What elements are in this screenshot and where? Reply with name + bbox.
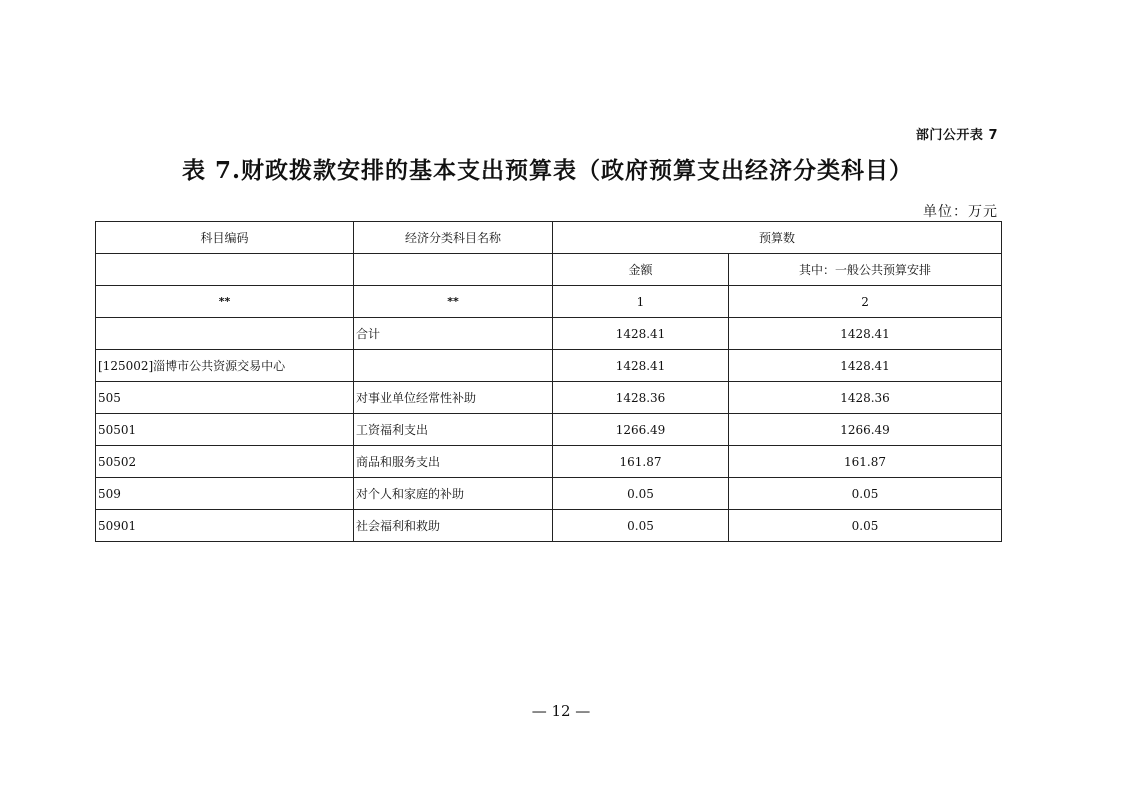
- cell-name: [354, 350, 553, 382]
- table-row: [96, 478, 1002, 510]
- table-row: [96, 446, 1002, 478]
- unit-label: 单位：万元: [923, 204, 998, 220]
- cell-amount: 1428.41: [553, 318, 729, 350]
- cell-code: 50502: [96, 446, 354, 478]
- cell-general: 1266.49: [729, 414, 1002, 446]
- header-col1: 1: [553, 286, 729, 318]
- cell-general: 1428.41: [729, 318, 1002, 350]
- cell-amount: 0.05: [553, 478, 729, 510]
- header-row-1: [96, 222, 1002, 254]
- table-row: [96, 382, 1002, 414]
- cell-amount: 1266.49: [553, 414, 729, 446]
- table-row: [96, 350, 1002, 382]
- cell-name: 对个人和家庭的补助: [354, 478, 553, 510]
- header-row-2: [96, 254, 1002, 286]
- cell-amount: 161.87: [553, 446, 729, 478]
- cell-code: [96, 318, 354, 350]
- header-general: 其中：一般公共预算安排: [729, 254, 1002, 286]
- table-tag: 部门公开表 7: [915, 128, 998, 143]
- cell-name: 社会福利和救助: [354, 510, 553, 542]
- cell-general: 161.87: [729, 446, 1002, 478]
- cell-name: 商品和服务支出: [354, 446, 553, 478]
- header-amount: 金额: [553, 254, 729, 286]
- header-name-mark: **: [354, 286, 553, 318]
- cell-code: 50501: [96, 414, 354, 446]
- cell-general: 1428.41: [729, 350, 1002, 382]
- budget-table: [95, 221, 1002, 542]
- cell-code: 509: [96, 478, 354, 510]
- table-row: [96, 414, 1002, 446]
- cell-general: 0.05: [729, 478, 1002, 510]
- cell-general: 1428.36: [729, 382, 1002, 414]
- cell-code: [125002]淄博市公共资源交易中心: [96, 350, 354, 382]
- page-number: — 12 —: [531, 702, 591, 720]
- header-name: 经济分类科目名称: [354, 222, 553, 254]
- header-col2: 2: [729, 286, 1002, 318]
- cell-name: 对事业单位经常性补助: [354, 382, 553, 414]
- header-name-blank: [354, 254, 553, 286]
- cell-amount: 0.05: [553, 510, 729, 542]
- table-row: [96, 510, 1002, 542]
- page-title: 表 7.财政拨款安排的基本支出预算表（政府预算支出经济分类科目）: [181, 157, 914, 184]
- cell-code: 505: [96, 382, 354, 414]
- header-budget: 预算数: [553, 222, 1002, 254]
- cell-name: 合计: [354, 318, 553, 350]
- header-row-3: [96, 286, 1002, 318]
- cell-general: 0.05: [729, 510, 1002, 542]
- cell-code: 50901: [96, 510, 354, 542]
- table-row: [96, 318, 1002, 350]
- cell-amount: 1428.41: [553, 350, 729, 382]
- header-code-blank: [96, 254, 354, 286]
- header-code: 科目编码: [96, 222, 354, 254]
- cell-name: 工资福利支出: [354, 414, 553, 446]
- cell-amount: 1428.36: [553, 382, 729, 414]
- header-code-mark: **: [96, 286, 354, 318]
